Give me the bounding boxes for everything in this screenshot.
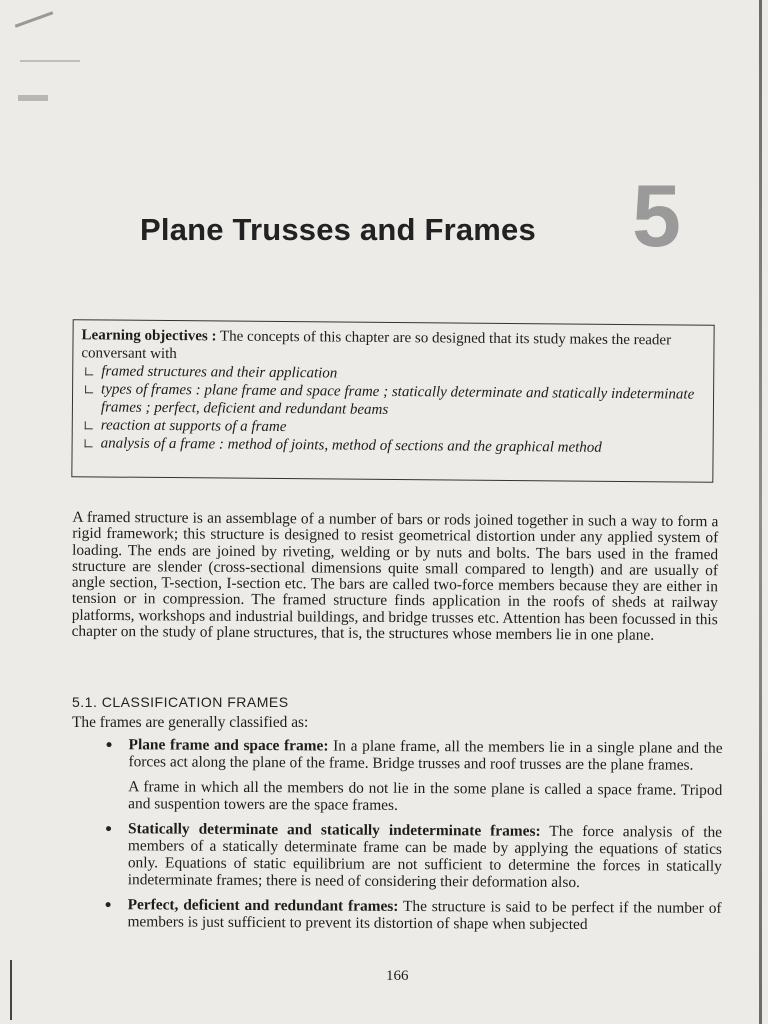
bullet-dot-icon	[106, 902, 111, 907]
objective-item: analysis of a frame : method of joints, method of sections and the graphical method	[81, 434, 705, 457]
checkbox-bullet-icon	[85, 367, 93, 375]
section-heading: 5.1. CLASSIFICATION FRAMES	[72, 694, 289, 710]
checkbox-bullet-icon	[85, 421, 93, 429]
chapter-number: 5	[632, 166, 681, 265]
objective-item: types of frames : plane frame and space frame ; statically determinate and statically indeterminate frames ; perfect, deficient and redundant beams	[81, 380, 705, 421]
objectives-list	[81, 362, 706, 457]
learning-objectives-box	[71, 319, 714, 483]
classification-item: Statically determinate and statically indeterminate frames: The force analysis of the members of a statically determinate frame can be made by applying the equations of statics only. Equations of static equilibrium are not sufficient to determine the forces in statically indeterminate frames; there is need of considering their deformation also.	[106, 820, 722, 892]
page-edge-shadow	[759, 0, 762, 1024]
scan-smudge-top-left-3	[18, 95, 48, 101]
objectives-label: Learning objectives :	[81, 327, 217, 345]
classification-item: Perfect, deficient and redundant frames: The structure is said to be perfect if the number of members is just sufficient to prevent its distortion of shape when subjected	[105, 896, 721, 934]
classification-sub-paragraph: A frame in which all the members do not lie in the some plane is called a space frame. Tripod and suspention towers are the space frames.	[128, 778, 723, 814]
scan-smudge-top-left-2	[20, 60, 80, 62]
scan-smudge-top-left	[15, 11, 54, 27]
objectives-intro: The concepts of this chapter are so designed that its study makes the reader conversant with	[81, 328, 672, 363]
intro-paragraph: A framed structure is an assemblage of a number of bars or rods joined together in such a way to form a rigid framework; this structure is designed to resist geometrical distortion under any applied system of loading. The ends are joined by riveting, welding or by nuts and bolts. The bars used in the framed structure are slender (cross-sectional dimensions quite small compared to length) and are usually of angle section, T-section, I-section etc. The bars are called two-force members because they are either in tension or in compression. The framed structure finds application in the roofs of sheds at railway platforms, workshops and industrial buildings, and bridge trusses etc. Attention has been focussed in this chapter on the study of plane structures, that is, the structures whose members lie in one plane.	[71, 508, 719, 644]
page-number: 166	[386, 968, 409, 984]
checkbox-bullet-icon	[85, 439, 93, 447]
bullet-dot-icon	[106, 826, 111, 831]
objectives-intro-line	[81, 326, 705, 367]
left-edge-mark	[10, 960, 12, 1020]
chapter-title: Plane Trusses and Frames	[140, 212, 536, 247]
section-intro: The frames are generally classified as:	[72, 714, 309, 731]
objective-item: framed structures and their application	[81, 362, 705, 385]
checkbox-bullet-icon	[85, 385, 93, 393]
bullet-dot-icon	[107, 742, 112, 747]
objective-item: reaction at supports of a frame	[81, 416, 705, 439]
classification-item: Plane frame and space frame: In a plane frame, all the members lie in a single plane and the forces act along the plane of the frame. Bridge trusses and roof trusses are the plane frames. A frame in which all the members do not lie in the some plane is called a space frame. Tripod and suspention towers are the space frames.	[106, 736, 722, 816]
classification-list	[105, 736, 722, 942]
